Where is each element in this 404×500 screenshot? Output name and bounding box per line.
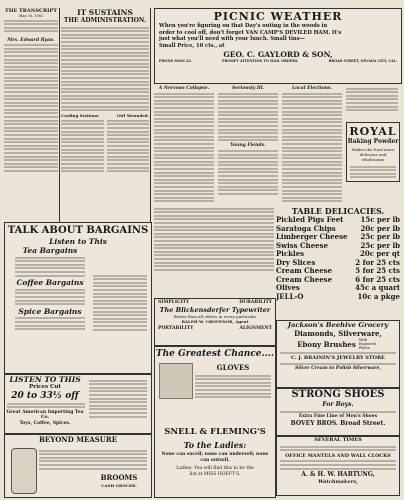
delicacy-row [276, 293, 400, 302]
diamonds-silverware: Diamonds, Silverware, [294, 329, 382, 338]
typewriter-agent: RALPH W. GROVENOR, Agent [181, 319, 249, 324]
picnic-title: PICNIC WEATHER [213, 10, 343, 23]
delicacy-price: 6 for 25 cts [355, 274, 400, 284]
brainin-store: C. J. BRAININ'S JEWELRY STORE [291, 355, 385, 362]
delicacy-name: Cream Cheese [276, 274, 333, 284]
none-can-excell: None can excell; none can undersell; none can outsell. [161, 452, 269, 463]
delicacy-price: 25c per lb [360, 240, 400, 250]
delicacy-price: 25c per lb [360, 232, 400, 241]
bovey-bros: BOVEY BROS. Broad Street. [290, 420, 386, 428]
delicacy-price: 2 for 25 cts [355, 257, 400, 267]
column-3-lower [154, 206, 274, 296]
royal-tagline: Makes the food more delicious and wholesome [351, 147, 395, 162]
column-2 [61, 8, 149, 220]
masthead: THE TRANSCRIPT [5, 8, 57, 14]
tea-bargains-ad [4, 222, 152, 374]
delicacy-price: 15c per lb [360, 215, 400, 224]
jewelry-ad [276, 320, 400, 388]
beehive-grocery: Jackson's Beehive Grocery [287, 321, 389, 329]
simplicity-label: SIMPLICITY [158, 300, 190, 305]
store-mail: PROMPT ATTENTION TO MAIL ORDERS. [222, 59, 299, 64]
store-name: GEO. C. GAYLORD & SON, [223, 50, 333, 60]
delicacy-price: 20c per lb [360, 223, 400, 233]
importer-name: Great American Importing Tea Co. [6, 409, 84, 421]
toys-line: Toys, Coffee, Spices. [19, 420, 71, 426]
delicacy-name: Cream Cheese [276, 266, 333, 275]
alignment-label: ALIGNMENT [239, 326, 272, 331]
girl-heading: Girl Wounded. [116, 113, 149, 119]
delicacy-name: Pickles [276, 249, 305, 258]
royal-logo: ROYAL [349, 125, 397, 138]
strong-shoes: STRONG SHOES [291, 389, 385, 400]
glove-illustration [159, 363, 193, 399]
delicacy-name: Limberger Cheese [276, 232, 348, 241]
store-address: BROAD STREET, NEVADA CITY, CAL. [328, 59, 397, 64]
durability-label: DURABILITY [239, 300, 272, 305]
delicacy-price: 10c a pkge [357, 291, 400, 301]
ad-title: TALK ABOUT BARGAINS [7, 225, 149, 236]
nervous-heading: A Nervous Collapse. [158, 86, 210, 91]
royal-product: Baking Powder [347, 138, 399, 145]
ad-subtitle: Listen to This [49, 237, 107, 246]
table-delicacies [276, 206, 400, 318]
delicacy-price: 5 for 25 cts [355, 266, 400, 275]
spice-heading: Spice Bargains [18, 306, 82, 316]
snell-fleming: SNELL & FLEMING'S [164, 427, 266, 437]
gloves-label: GLOVES [216, 363, 250, 372]
typewriter-title: The Blickensderfer Typewriter [159, 306, 271, 314]
young-fiends-heading: Young Fiends. [230, 143, 266, 149]
shoes-ad [276, 388, 400, 436]
ebony-brushes: Ebony Brushes [297, 339, 356, 349]
delicacies-title: TABLE DELICACIES. [291, 206, 385, 216]
news-columns [154, 86, 400, 206]
coffee-heading: Coffee Bargains [16, 278, 84, 288]
typewriter-sub: Better than all others in every particular [173, 314, 257, 319]
discount-text: 20 to 33½ off [11, 391, 79, 401]
picnic-line-1: When you're figuring on that Day's outing in the woods in [159, 23, 328, 29]
picnic-line-3: just what you'll need with your lunch. Small tins— [159, 36, 305, 43]
picnic-line-4: Small Price, 10 cts., at [159, 42, 225, 49]
silver-cream: Silver Cream to Polish Silverware, [295, 366, 381, 372]
miss-hoeft: list at MISS HOEFT'S. [189, 472, 241, 477]
store-phone: PHONE MAIN 32. [159, 59, 192, 64]
delicacy-name: Pickled Pigs Feet [276, 215, 344, 224]
tea-heading: Tea Bargains [22, 246, 78, 255]
price-cut-ad [4, 374, 152, 434]
delicacy-name: Dry Slices [276, 257, 316, 267]
prices-cut: Prices Cut [29, 384, 61, 390]
elections-heading: Local Elections. [291, 86, 332, 91]
delicacy-name: Saratoga Chips [276, 223, 336, 233]
several-times: SEVERAL TIMES [314, 437, 362, 443]
engraved-plates: With Engraved Plates [358, 338, 376, 350]
royal-baking-ad [346, 122, 400, 182]
delicacies-list [276, 216, 400, 301]
delicacy-price: 45c a quart [355, 283, 400, 292]
seriously-heading: Seriously Ill. [232, 86, 264, 91]
ladies-heading: To the Ladies: [183, 440, 247, 450]
cooling-heading: Cooling Stations. [61, 113, 100, 119]
office-mantels: OFFICE MANTELS AND WALL CLOCKS [285, 452, 391, 459]
delicacy-name: JELL-O [276, 291, 304, 301]
cash-grocer: CASH GROCER. [101, 483, 137, 488]
listen-heading: LISTEN TO THIS [9, 375, 81, 384]
delicacy-name: Olives [276, 283, 300, 292]
brooms-label: BROOMS [100, 473, 138, 482]
portability-label: PORTABILITY [158, 326, 194, 331]
article-headline: IT SUSTAINS [77, 8, 133, 17]
greatest-chance-ad [154, 346, 276, 498]
extra-line: Extra Fine Line of Men's Shoes [298, 414, 378, 420]
delicacy-price: 20c per qt [359, 249, 400, 258]
right-bottom-column [276, 320, 400, 496]
hartung-ad [276, 436, 400, 496]
for-boys: For Boys. [322, 401, 354, 408]
delicacy-name: Swiss Cheese [276, 240, 329, 250]
find-line: Ladies: You will find this to be the [176, 466, 254, 471]
article-heading: Mrs. Edward Ryan. [7, 37, 55, 43]
issue-date: May 30, 1902 [18, 14, 44, 18]
picnic-line-2: order to cool off, don't forget VAN CAMP'S DEVILED HAM. It's [159, 29, 342, 36]
greatest-title: The Greatest Chance.... [155, 349, 275, 359]
typewriter-ad [154, 298, 276, 346]
beyond-heading: BEYOND MEASURE [38, 435, 118, 444]
picnic-weather-ad [154, 8, 402, 84]
watchmakers: Watchmakers, [318, 479, 358, 486]
beyond-measure-ad [4, 434, 152, 498]
can-illustration [11, 448, 37, 494]
article-subheadline: THE ADMINISTRATION. [63, 17, 147, 24]
hartung-name: A. & H. W. HARTUNG, [301, 471, 375, 479]
